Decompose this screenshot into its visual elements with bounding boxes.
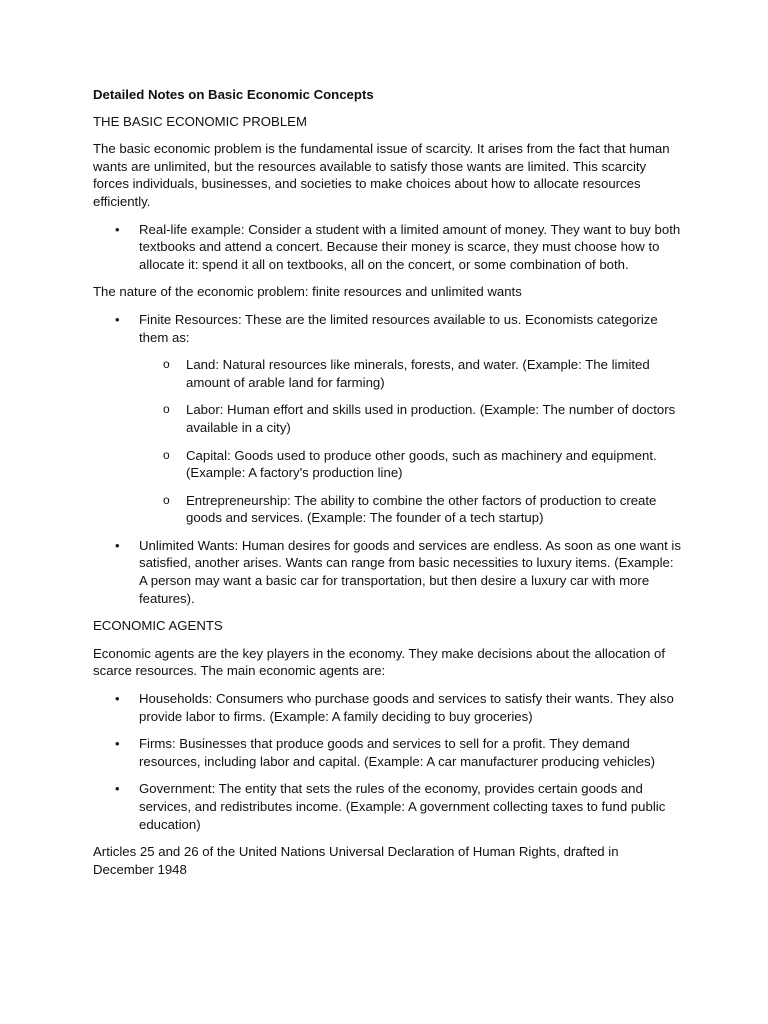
list-item-firms bbox=[93, 735, 683, 770]
paragraph-economic-agents: Economic agents are the key players in the economy. They make decisions about the allocation of scarce resources. The main economic agents are: bbox=[93, 645, 666, 679]
circle-bullet-icon: o bbox=[163, 357, 170, 372]
list-item-text: Firms: Businesses that produce goods and services to sell for a profit. They demand resources, including labor and capital. (Example: A car manufacturer producing vehicles) bbox=[139, 736, 656, 769]
sub-list-item-text: Land: Natural resources like minerals, forests, and water. (Example: The limited amount of arable land for farming) bbox=[186, 357, 650, 390]
bullet-icon: • bbox=[115, 311, 120, 327]
bullet-icon: • bbox=[115, 691, 120, 707]
list-item bbox=[93, 221, 683, 274]
bullet-icon: • bbox=[115, 537, 120, 553]
document-page bbox=[93, 86, 683, 888]
sub-list-item-text: Labor: Human effort and skills used in production. (Example: The number of doctors available in a city) bbox=[186, 402, 676, 435]
section-heading-basic-economic-problem: THE BASIC ECONOMIC PROBLEM bbox=[93, 113, 307, 129]
list-item-text: Households: Consumers who purchase goods and services to satisfy their wants. They also provide labor to firms. (Example: A family deciding to buy groceries) bbox=[139, 691, 674, 724]
document-title: Detailed Notes on Basic Economic Concepts bbox=[93, 87, 374, 102]
bullet-icon: • bbox=[115, 736, 120, 752]
list-item-text: Finite Resources: These are the limited resources available to us. Economists categorize them as: bbox=[139, 311, 658, 345]
bullet-icon: • bbox=[115, 781, 120, 797]
paragraph-closing: Articles 25 and 26 of the United Nations Universal Declaration of Human Rights, drafted in December 1948 bbox=[93, 844, 619, 877]
list-item-text: Real-life example: Consider a student with a limited amount of money. They want to buy both textbooks and attend a concert. Because their money is scarce, they must choose how to allocate it: spend it all on textbooks, all on the concert, or some combination of both. bbox=[139, 221, 681, 272]
list-item-finite-resources bbox=[93, 311, 683, 527]
list-item-text: Government: The entity that sets the rules of the economy, provides certain goods and services, and redistributes income. (Example: A government collecting taxes to fund public education) bbox=[139, 781, 666, 832]
sub-list-item-entrepreneurship bbox=[139, 492, 683, 527]
sub-list-item-text: Capital: Goods used to produce other goods, such as machinery and equipment. (Example: A factory's production line) bbox=[186, 447, 657, 481]
sub-list-item-text: Entrepreneurship: The ability to combine the other factors of production to create goods and services. (Example: The founder of a tech startup) bbox=[186, 492, 657, 526]
circle-bullet-icon: o bbox=[163, 492, 170, 507]
bullet-list-agents bbox=[93, 690, 683, 833]
bullet-icon: • bbox=[115, 221, 120, 237]
list-item-government bbox=[93, 780, 683, 833]
bullet-list-example bbox=[93, 221, 683, 274]
list-item-households bbox=[93, 690, 683, 725]
circle-bullet-icon: o bbox=[163, 447, 170, 462]
list-item-unlimited-wants bbox=[93, 537, 683, 607]
circle-bullet-icon: o bbox=[163, 402, 170, 417]
bullet-list-nature bbox=[93, 311, 683, 607]
sub-list-item-capital bbox=[139, 447, 683, 482]
section-heading-economic-agents: ECONOMIC AGENTS bbox=[93, 618, 223, 634]
paragraph-scarcity: The basic economic problem is the fundamental issue of scarcity. It arises from the fact that human wants are unlimited, but the resources available to satisfy those wants are limited. This scarcity forces individuals, businesses, and societies to make choices about how to allocate resources efficiently. bbox=[93, 141, 670, 209]
sub-list-item-labor bbox=[139, 401, 683, 436]
sub-list-factors bbox=[139, 356, 683, 527]
sub-list-item-land bbox=[139, 356, 683, 391]
paragraph-nature-of-problem: The nature of the economic problem: finite resources and unlimited wants bbox=[93, 284, 522, 300]
list-item-text: Unlimited Wants: Human desires for goods and services are endless. As soon as one want is satisfied, another arises. Wants can range from basic necessities to luxury items. (Example: A person may want a basic car for transportation, but then desire a luxury car with more features). bbox=[139, 537, 681, 606]
